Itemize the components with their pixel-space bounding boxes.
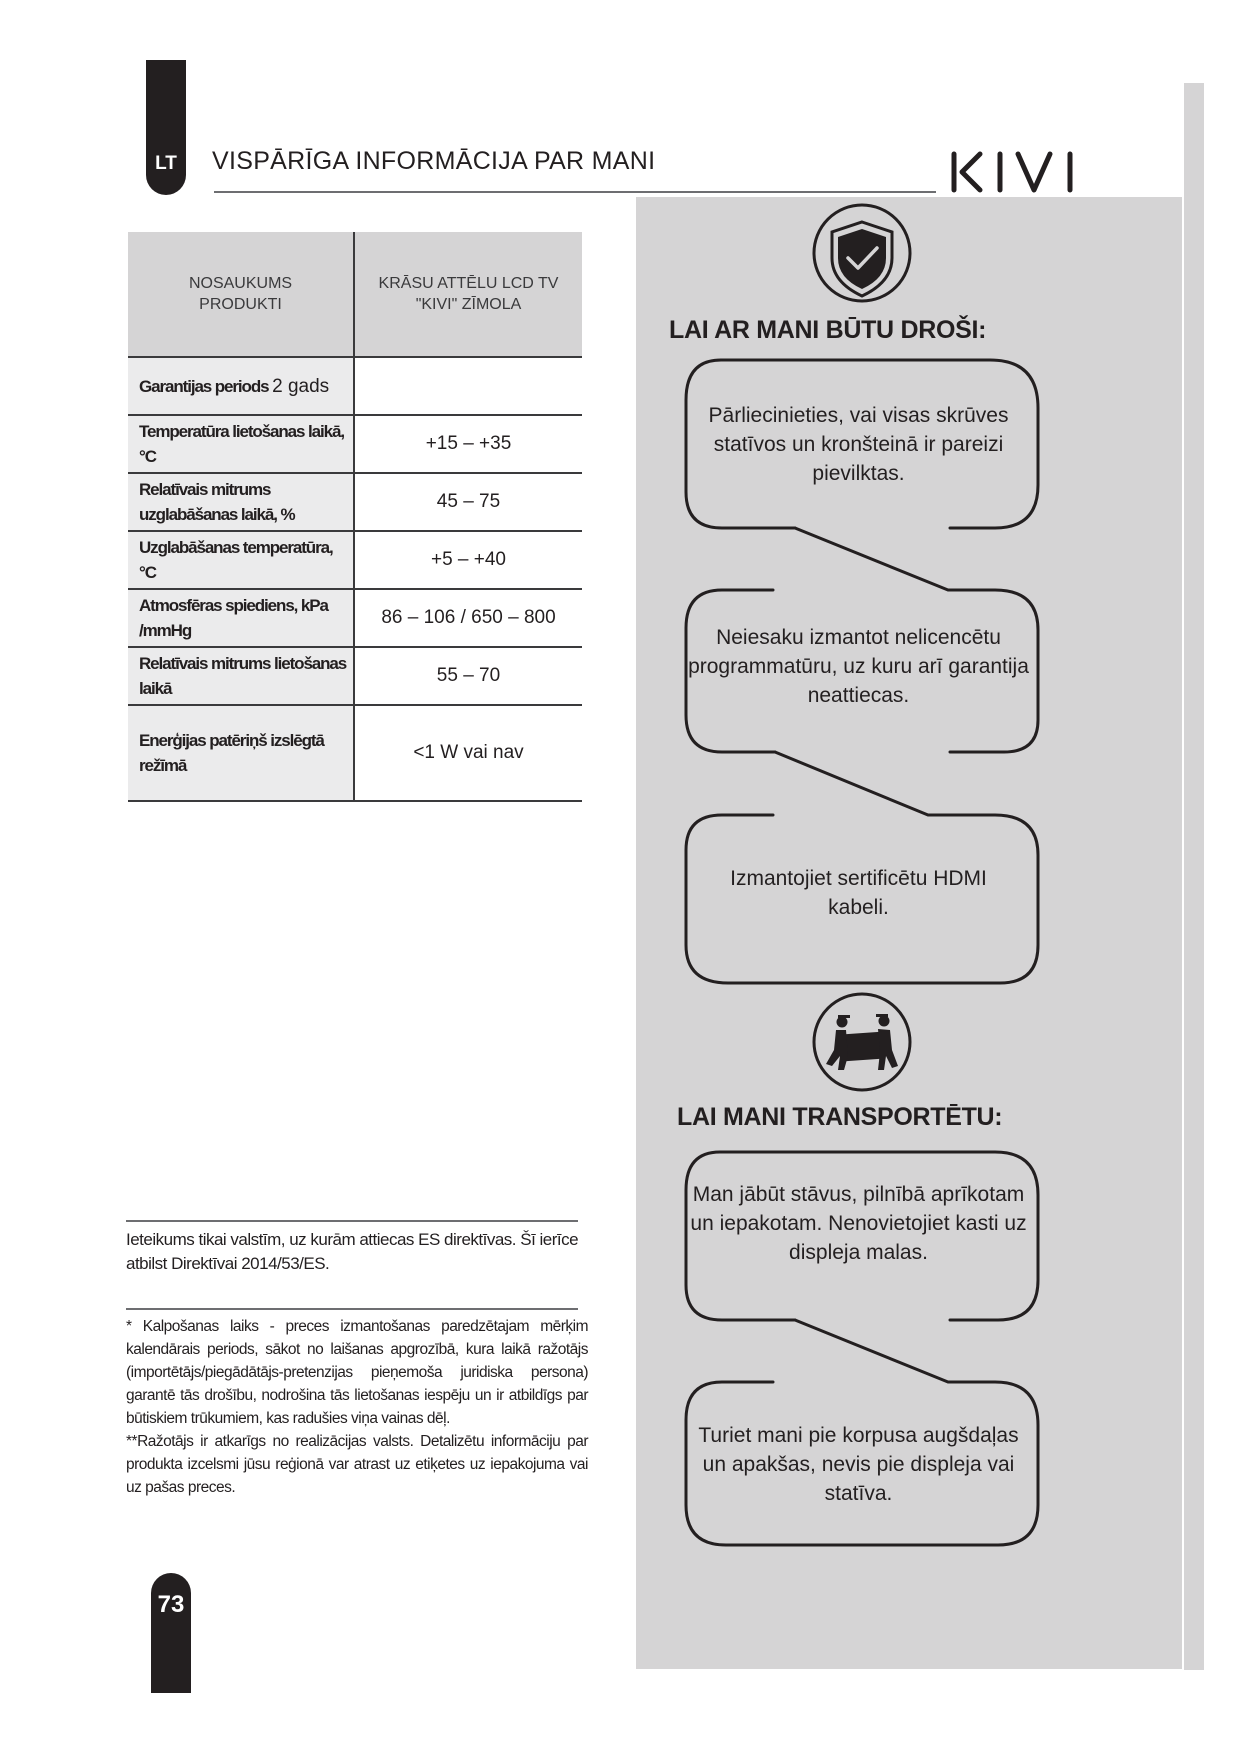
footnote-divider [126,1308,578,1310]
transport-heading: LAI MANI TRANSPORTĒTU: [677,1103,1003,1131]
page-number: 73 [157,1591,185,1618]
row-label: Enerģijas patēriņš izslēgtā režīmā [128,705,354,801]
row-value [354,357,582,415]
table-row [128,589,582,647]
safety-tip-1: Pārliecinieties, vai visas skrūves statīvos un kronšteinā ir pareizi pievilktas. [708,404,1009,485]
row-label-text: Garantijas periods [139,376,269,396]
page-title: VISPĀRĪGA INFORMĀCIJA PAR MANI [212,147,656,175]
row-label [128,357,354,415]
header-line: PRODUKTI [199,296,282,313]
safety-tip-2: Neiesaku izmantot nelicencētu programmatūru, uz kuru arī garantija neattiecas. [688,626,1029,707]
spec-table [128,232,582,802]
row-label: Uzglabāšanas temperatūra, °C [128,531,354,589]
row-value: <1 W vai nav [354,705,582,801]
header-line: NOSAUKUMS [188,275,293,292]
row-value: +15 – +35 [354,415,582,473]
safety-heading: LAI AR MANI BŪTU DROŠI: [669,316,987,344]
row-value: 86 – 106 / 650 – 800 [354,589,582,647]
table-row [128,705,582,801]
table-row [128,647,582,705]
header-line: "KIVI" ZĪMOLA [415,296,522,313]
table-row [128,357,582,415]
column-header-product-name [128,232,354,357]
row-label: Atmosfēras spiediens, kPa /mmHg [128,589,354,647]
footnotes [126,1315,588,1499]
row-label-suffix: 2 gads [272,375,330,397]
transport-tip-1: Man jābūt stāvus, pilnībā aprīkotam un iepakotam. Nenovietojiet kasti uz displeja malas. [690,1183,1027,1264]
kivi-logo [950,150,1090,194]
table-row [128,415,582,473]
eu-directive-note: Ieteikums tikai valstīm, uz kurām attiecas ES direktīvas. Šī ierīce atbilst Direktīvai 2014/53/ES. [126,1230,579,1273]
language-tab [146,60,186,195]
note-divider [126,1220,578,1222]
language-code: LT [155,153,177,174]
page-number-tab [151,1573,191,1693]
table-header-row [128,232,582,357]
header-divider [214,191,936,193]
row-value: +5 – +40 [354,531,582,589]
page-edge-bar [1184,83,1204,1670]
footnote-manufacturer: **Ražotājs ir atkarīgs no realizācijas valsts. Detalizētu informāciju par produkta izcelsmi jūsu reģionā var atrast uz etiķetes uz iepakojuma vai uz pašas preces. [126,1433,588,1496]
footnote-service-life: * Kalpošanas laiks - preces izmantošanas paredzētajam mērķim kalendārais periods, sākot no laišanas apgrozībā, kura laikā ražotājs (importētājs/piegādātājs-pretenzijas pieņemoša juridiska persona) garantē tās drošību, nodrošina tās lietošanas iespēju un ir atbildīgs par būtiskiem trūkumiem, kas radušies viņa vainas dēļ. [126,1318,588,1427]
transport-tip-2: Turiet mani pie korpusa augšdaļas un apakšas, nevis pie displeja vai statīva. [698,1424,1019,1505]
row-value: 55 – 70 [354,647,582,705]
header-line: KRĀSU ATTĒLU LCD TV [378,275,559,292]
table-row [128,473,582,531]
row-label: Relatīvais mitrums uzglabāšanas laikā, % [128,473,354,531]
safety-tip-3: Izmantojiet sertificētu HDMI kabeli. [730,867,987,919]
table-row [128,531,582,589]
row-label: Temperatūra lietošanas laikā, °C [128,415,354,473]
column-header-product-type [354,232,582,357]
row-label: Relatīvais mitrums lietošanas laikā [128,647,354,705]
row-value: 45 – 75 [354,473,582,531]
